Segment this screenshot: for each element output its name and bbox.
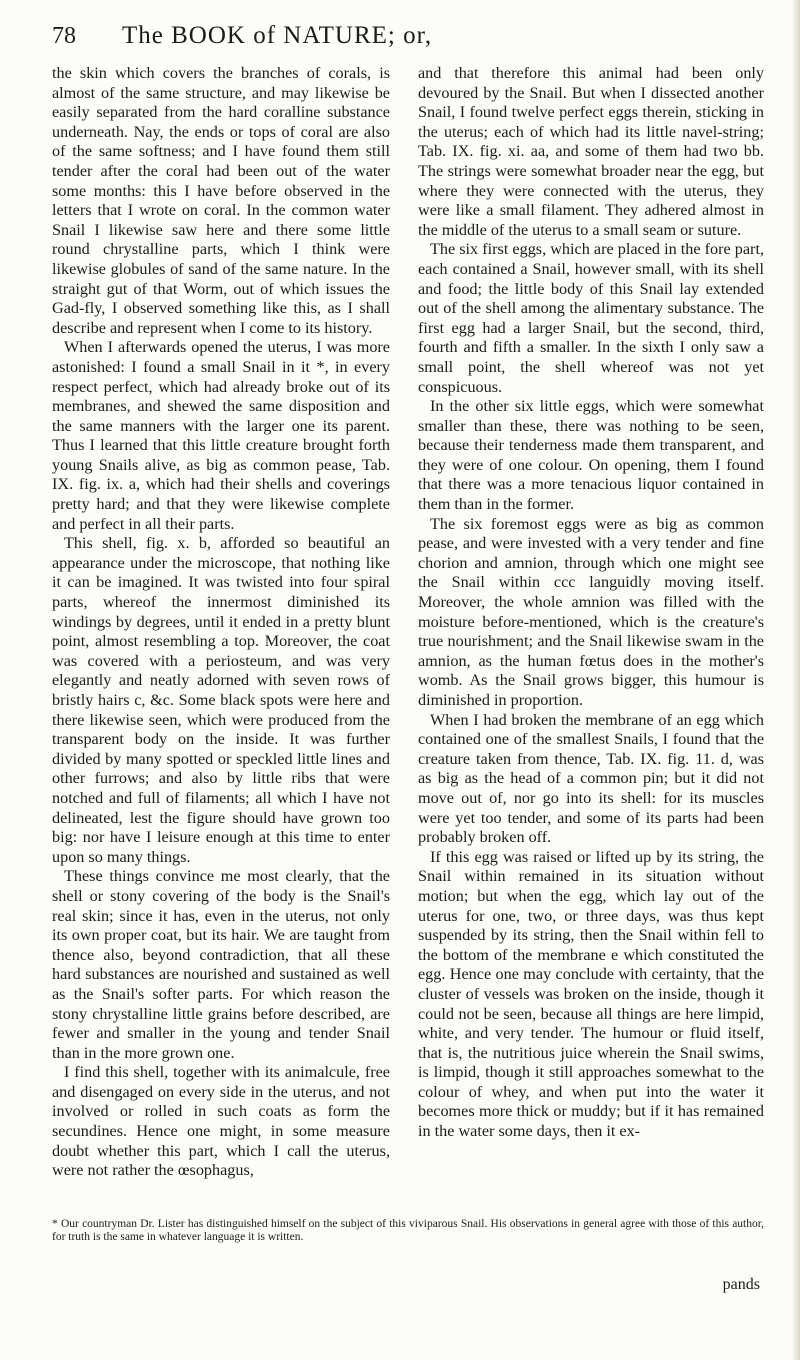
right-column <box>418 64 764 1142</box>
running-title: The BOOK of NATURE; or, <box>122 22 433 49</box>
catchword: pands <box>722 1276 760 1293</box>
paragraph: the skin which covers the branches of corals, is almost of the same structure, and may likewise be easily separated from the hard coralline substance underneath. Nay, the ends or tops of coral are also of the same softness; and I have found them still tender after the coral had been out of the water some months: this I have before observed in the letters that I wrote on coral. In the common water Snail I likewise saw here and there some little round chrystalline parts, which I think were likewise globules of sand of the same nature. In the straight gut of that Worm, out of which issues the Gad-fly, I observed something like this, as I shall describe and represent when I come to its history. <box>52 64 390 337</box>
paragraph: If this egg was raised or lifted up by its string, the Snail within remained in its situation without motion; but when the egg, which lay out of the uterus for one, two, or three days, was thus kept suspended by its string, then the Snail within fell to the bottom of the membrane e which constituted the egg. Hence one may conclude with certainty, that the cluster of vessels was broken on the inside, though it could not be seen, because all things are here limpid, white, and very tender. The humour or fluid itself, that is, the nutritious juice wherein the Snail swims, is limpid, though it still approaches somewhat to the colour of whey, and when put into the water it becomes more thick or muddy; but if it has remained in the water some days, then it ex- <box>418 847 764 1141</box>
paragraph: I find this shell, together with its animalcule, free and disengaged on every side in the uterus, and not involved or rolled in such coats as form the secundines. Hence one might, in some measure doubt whether this part, which I call the uterus, were not rather the œsophagus, <box>52 1063 390 1180</box>
paragraph: When I afterwards opened the uterus, I was more astonished: I found a small Snail in it *, in every respect perfect, which had already broke out of its membranes, and shewed the same disposition and the same manners with the larger one its parent. Thus I learned that this little creature brought forth young Snails alive, as big as common pease, Tab. IX. fig. ix. a, which had their shells and coverings pretty hard; and that they were likewise complete and perfect in all their parts. <box>52 338 390 533</box>
paragraph: This shell, fig. x. b, afforded so beautiful an appearance under the microscope, that nothing like it can be imagined. It was twisted into four spiral parts, whereof the innermost diminished its windings by degrees, until it ended in a pretty blunt point, almost resembling a top. Moreover, the coat was covered with a periosteum, and was very elegantly and neatly adorned with seven rows of bristly hairs c, &c. Some black spots were here and there likewise seen, which were produced from the transparent body on the inside. It was further divided by many spotted or speckled little lines and other furrows; and also by little ribs that were notched and full of filaments; all which I have not delineated, lest the figure should have grown too big: nor have I leisure enough at this time to enter upon so many things. <box>52 534 390 866</box>
page-edge <box>792 0 800 1360</box>
paragraph: The six first eggs, which are placed in the fore part, each contained a Snail, however small, with its shell and food; the little body of this Snail lay extended out of the shell among the alimentary substance. The first egg had a larger Snail, but the second, third, fourth and fifth a smaller. In the sixth I only saw a small point, the shell whereof was not yet conspicuous. <box>418 240 764 396</box>
paragraph: and that therefore this animal had been only devoured by the Snail. But when I dissected another Snail, I found twelve perfect eggs therein, sticking in the uterus; each of which had its little navel-string; Tab. IX. fig. xi. aa, and some of them had two bb. The strings were somewhat broader near the egg, but where they were connected with the uterus, they were like a small filament. They adhered almost in the middle of the uterus to a small seam or suture. <box>418 64 764 239</box>
paragraph: These things convince me most clearly, that the shell or stony covering of the body is the Snail's real skin; since it has, even in the uterus, not only its own proper coat, but its hair. We are taught from thence also, beyond contradiction, that all these hard substances are nourished and sustained as well as the Snail's softer parts. For which reason the stony chrystalline little grains before described, are fewer and smaller in the young and tender Snail than in the more grown one. <box>52 867 390 1062</box>
page-header <box>52 18 760 54</box>
paragraph: The six foremost eggs were as big as common pease, and were invested with a very tender and fine chorion and amnion, through which one might see the Snail within ccc languidly moving itself. Moreover, the whole amnion was filled with the moisture before-mentioned, which is the creature's true nourishment; and the Snail likewise swam in the amnion, as the human fœtus does in the mother's womb. As the Snail grows bigger, this humour is diminished in proportion. <box>418 514 764 709</box>
page-number: 78 <box>52 22 76 49</box>
paragraph: When I had broken the membrane of an egg which contained one of the smallest Snails, I found that the creature taken from thence, Tab. IX. fig. 11. d, was as big as the head of a common pin; but it did not move out of, nor go into its shell: for its muscles were yet too tender, and some of its parts had been probably broken off. <box>418 710 764 847</box>
paragraph: In the other six little eggs, which were somewhat smaller than these, there was nothing to be seen, because their tenderness made them transparent, and they were of one colour. On opening, them I found that there was a more tenacious liquor contained in them than in the former. <box>418 397 764 514</box>
left-column <box>52 64 390 1181</box>
footnote: * Our countryman Dr. Lister has distinguished himself on the subject of this viviparous Snail. His observations in general agree with those of this author, for truth is the same in whatever language it is written. <box>52 1218 764 1243</box>
